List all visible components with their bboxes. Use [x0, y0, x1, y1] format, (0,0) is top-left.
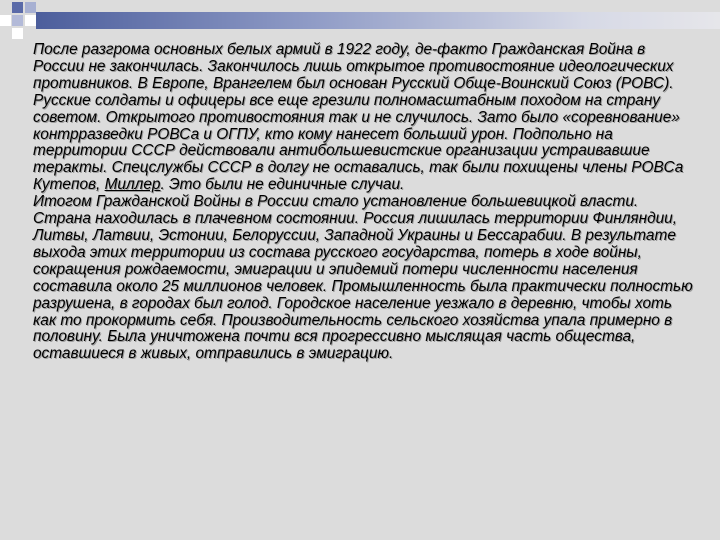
decorative-square — [12, 15, 23, 26]
decorative-square — [12, 2, 23, 13]
paragraph-text: После разгрома основных белых армий в 1922 году, де-факто Гражданская Война в России не закончилась. Закончилось лишь открытое противостояние идеологических противников. В Европе, Врангелем был основан Русский Обще-Воинский Союз (РОВС). Русские солдаты и офицеры все еще грезили полномасштабным походом на страну советом. Открытого противостояния так и не случилось. Зато было «соревнование» контрразведки РОВСа и ОГПУ, кто кому нанесет больший урон. Подпольно на территории СССР действовали антибольшевистские организации устраивавшие теракты. Спецслужбы СССР в долгу не оставались, так были похищены члены РОВСа Кутепов, — [33, 41, 684, 194]
miller-link[interactable]: Миллер — [104, 176, 161, 194]
paragraph-outcome: Итогом Гражданской Войны в России стало установление большевицкой власти. Страна находилась в плачевном состоянии. Россия лишилась территории Финляндии, Литвы, Латвии, Эстонии, Белоруссии, Западной Украины и Бессарабии. В результате выхода этих территории из состава русского государства, потерь в ходе войны, сокращения рождаемости, эмиграции и эпидемий потери численности населения составила около 25 миллионов человек. Промышленность была практически полностью разрушена, в городах был голод. Городское население уезжало в деревню, чтобы хоть как то прокормить себя. Производительность сельского хозяйства упала примерно в половину. Была уничтожена почти вся прогрессивно мыслящая часть общества, оставшиеся в живых, отправились в эмиграцию. — [33, 193, 693, 363]
decorative-square — [0, 15, 11, 26]
decorative-square — [25, 15, 36, 26]
decorative-square — [12, 28, 23, 39]
paragraph-aftermath — [33, 42, 693, 194]
decorative-square — [25, 2, 36, 13]
decorative-gradient-bar — [36, 12, 720, 29]
slide-header-decoration — [0, 0, 720, 40]
slide-body — [33, 42, 693, 363]
paragraph-text: . Это были не единичные случаи. — [160, 176, 405, 194]
